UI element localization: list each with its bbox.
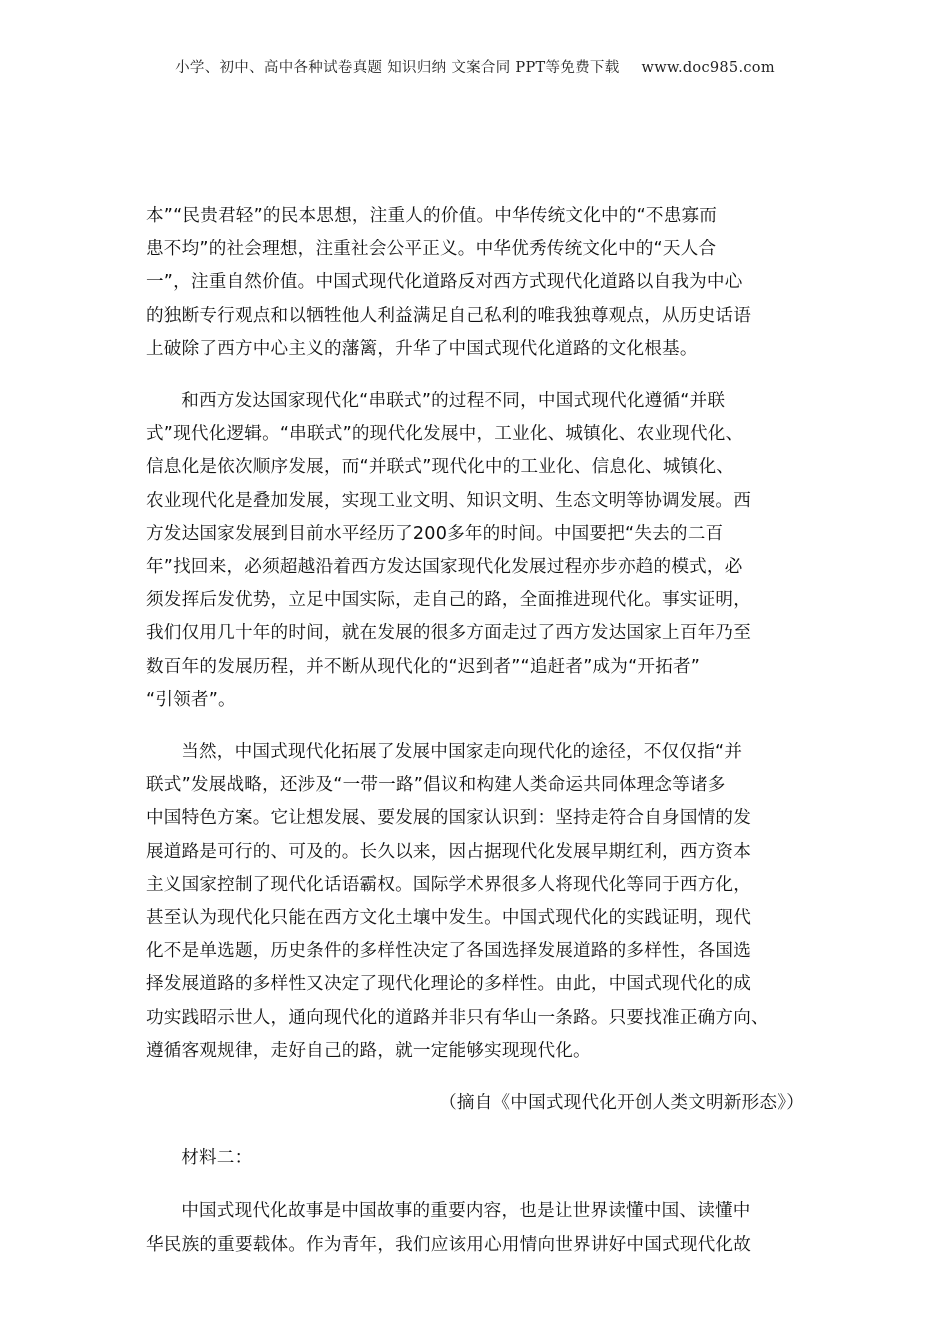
source-citation: （摘自《中国式现代化开创人类文明新形态》） [439,1093,804,1114]
text-line: 方发达国家发展到目前水平经历了200多年的时间。中国要把“失去的二百 [146,523,724,544]
text-line: 式”现代化逻辑。“串联式”的现代化发展中，工业化、城镇化、农业现代化、 [146,424,744,445]
text-line: 联式”发展战略，还涉及“一带一路”倡议和构建人类命运共同体理念等诸多 [146,775,726,796]
text-line: 当然，中国式现代化拓展了发展中国家走向现代化的途径，不仅仅指“并 [181,742,743,763]
page-header [0,56,950,77]
text-line: 遵循客观规律，走好自己的路，就一定能够实现现代化。 [146,1040,591,1061]
text-line: 数百年的发展历程，并不断从现代化的“迟到者”“追赶者”成为“开拓者” [146,656,701,677]
text-line: 年”找回来，必须超越沿着西方发达国家现代化发展过程亦步亦趋的模式，必 [146,557,743,578]
document-body [146,200,810,1281]
text-line: 一”，注重自然价值。中国式现代化道路反对西方式现代化道路以自我为中心 [146,272,743,293]
paragraph-3 [146,736,810,1068]
paragraph-2 [146,385,810,717]
text-line: 展道路是可行的、可及的。长久以来，因占据现代化发展早期红利，西方资本 [146,841,751,862]
text-line: 须发挥后发优势，立足中国实际，走自己的路，全面推进现代化。事实证明， [146,590,751,611]
text-line: 化不是单选题，历史条件的多样性决定了各国选择发展道路的多样性，各国选 [146,941,751,962]
text-line: 农业现代化是叠加发展，实现工业文明、知识文明、生态文明等协调发展。西 [146,490,751,511]
text-line: 我们仅用几十年的时间，就在发展的很多方面走过了西方发达国家上百年乃至 [146,623,751,644]
header-site-url: www.doc985.com [641,60,775,76]
text-line: 主义国家控制了现代化话语霸权。国际学术界很多人将现代化等同于西方化， [146,874,751,895]
material-2-label: 材料二： [181,1148,253,1169]
paragraph-4 [146,1195,810,1261]
text-line: 中国式现代化故事是中国故事的重要内容，也是让世界读懂中国、读懂中 [181,1201,751,1222]
text-line: 择发展道路的多样性又决定了现代化理论的多样性。由此，中国式现代化的成 [146,974,751,995]
header-text: 小学、初中、高中各种试卷真题 知识归纳 文案合同 PPT等免费下载 [175,60,620,76]
text-line: 本”“民贵君轻”的民本思想，注重人的价值。中华传统文化中的“不患寡而 [146,206,718,226]
text-line: 的独断专行观点和以牺牲他人利益满足自己私利的唯我独尊观点，从历史话语 [146,305,751,326]
text-line: 功实践昭示世人，通向现代化的道路并非只有华山一条路。只要找准正确方向、 [146,1007,769,1028]
text-line: 中国特色方案。它让想发展、要发展的国家认识到：坚持走符合自身国情的发 [146,808,751,829]
text-line: 患不均”的社会理想，注重社会公平正义。中华优秀传统文化中的“天人合 [146,239,717,260]
text-line: 华民族的重要载体。作为青年，我们应该用心用情向世界讲好中国式现代化故 [146,1234,751,1255]
text-line: 甚至认为现代化只能在西方文化土壤中发生。中国式现代化的实践证明，现代 [146,908,751,929]
text-line: “引领者”。 [146,689,236,710]
paragraph-1 [146,200,810,366]
text-line: 信息化是依次顺序发展，而“并联式”现代化中的工业化、信息化、城镇化、 [146,457,735,478]
text-line: 和西方发达国家现代化“串联式”的过程不同，中国式现代化遵循“并联 [181,391,726,412]
text-line: 上破除了西方中心主义的藩篱，升华了中国式现代化道路的文化根基。 [146,338,698,359]
